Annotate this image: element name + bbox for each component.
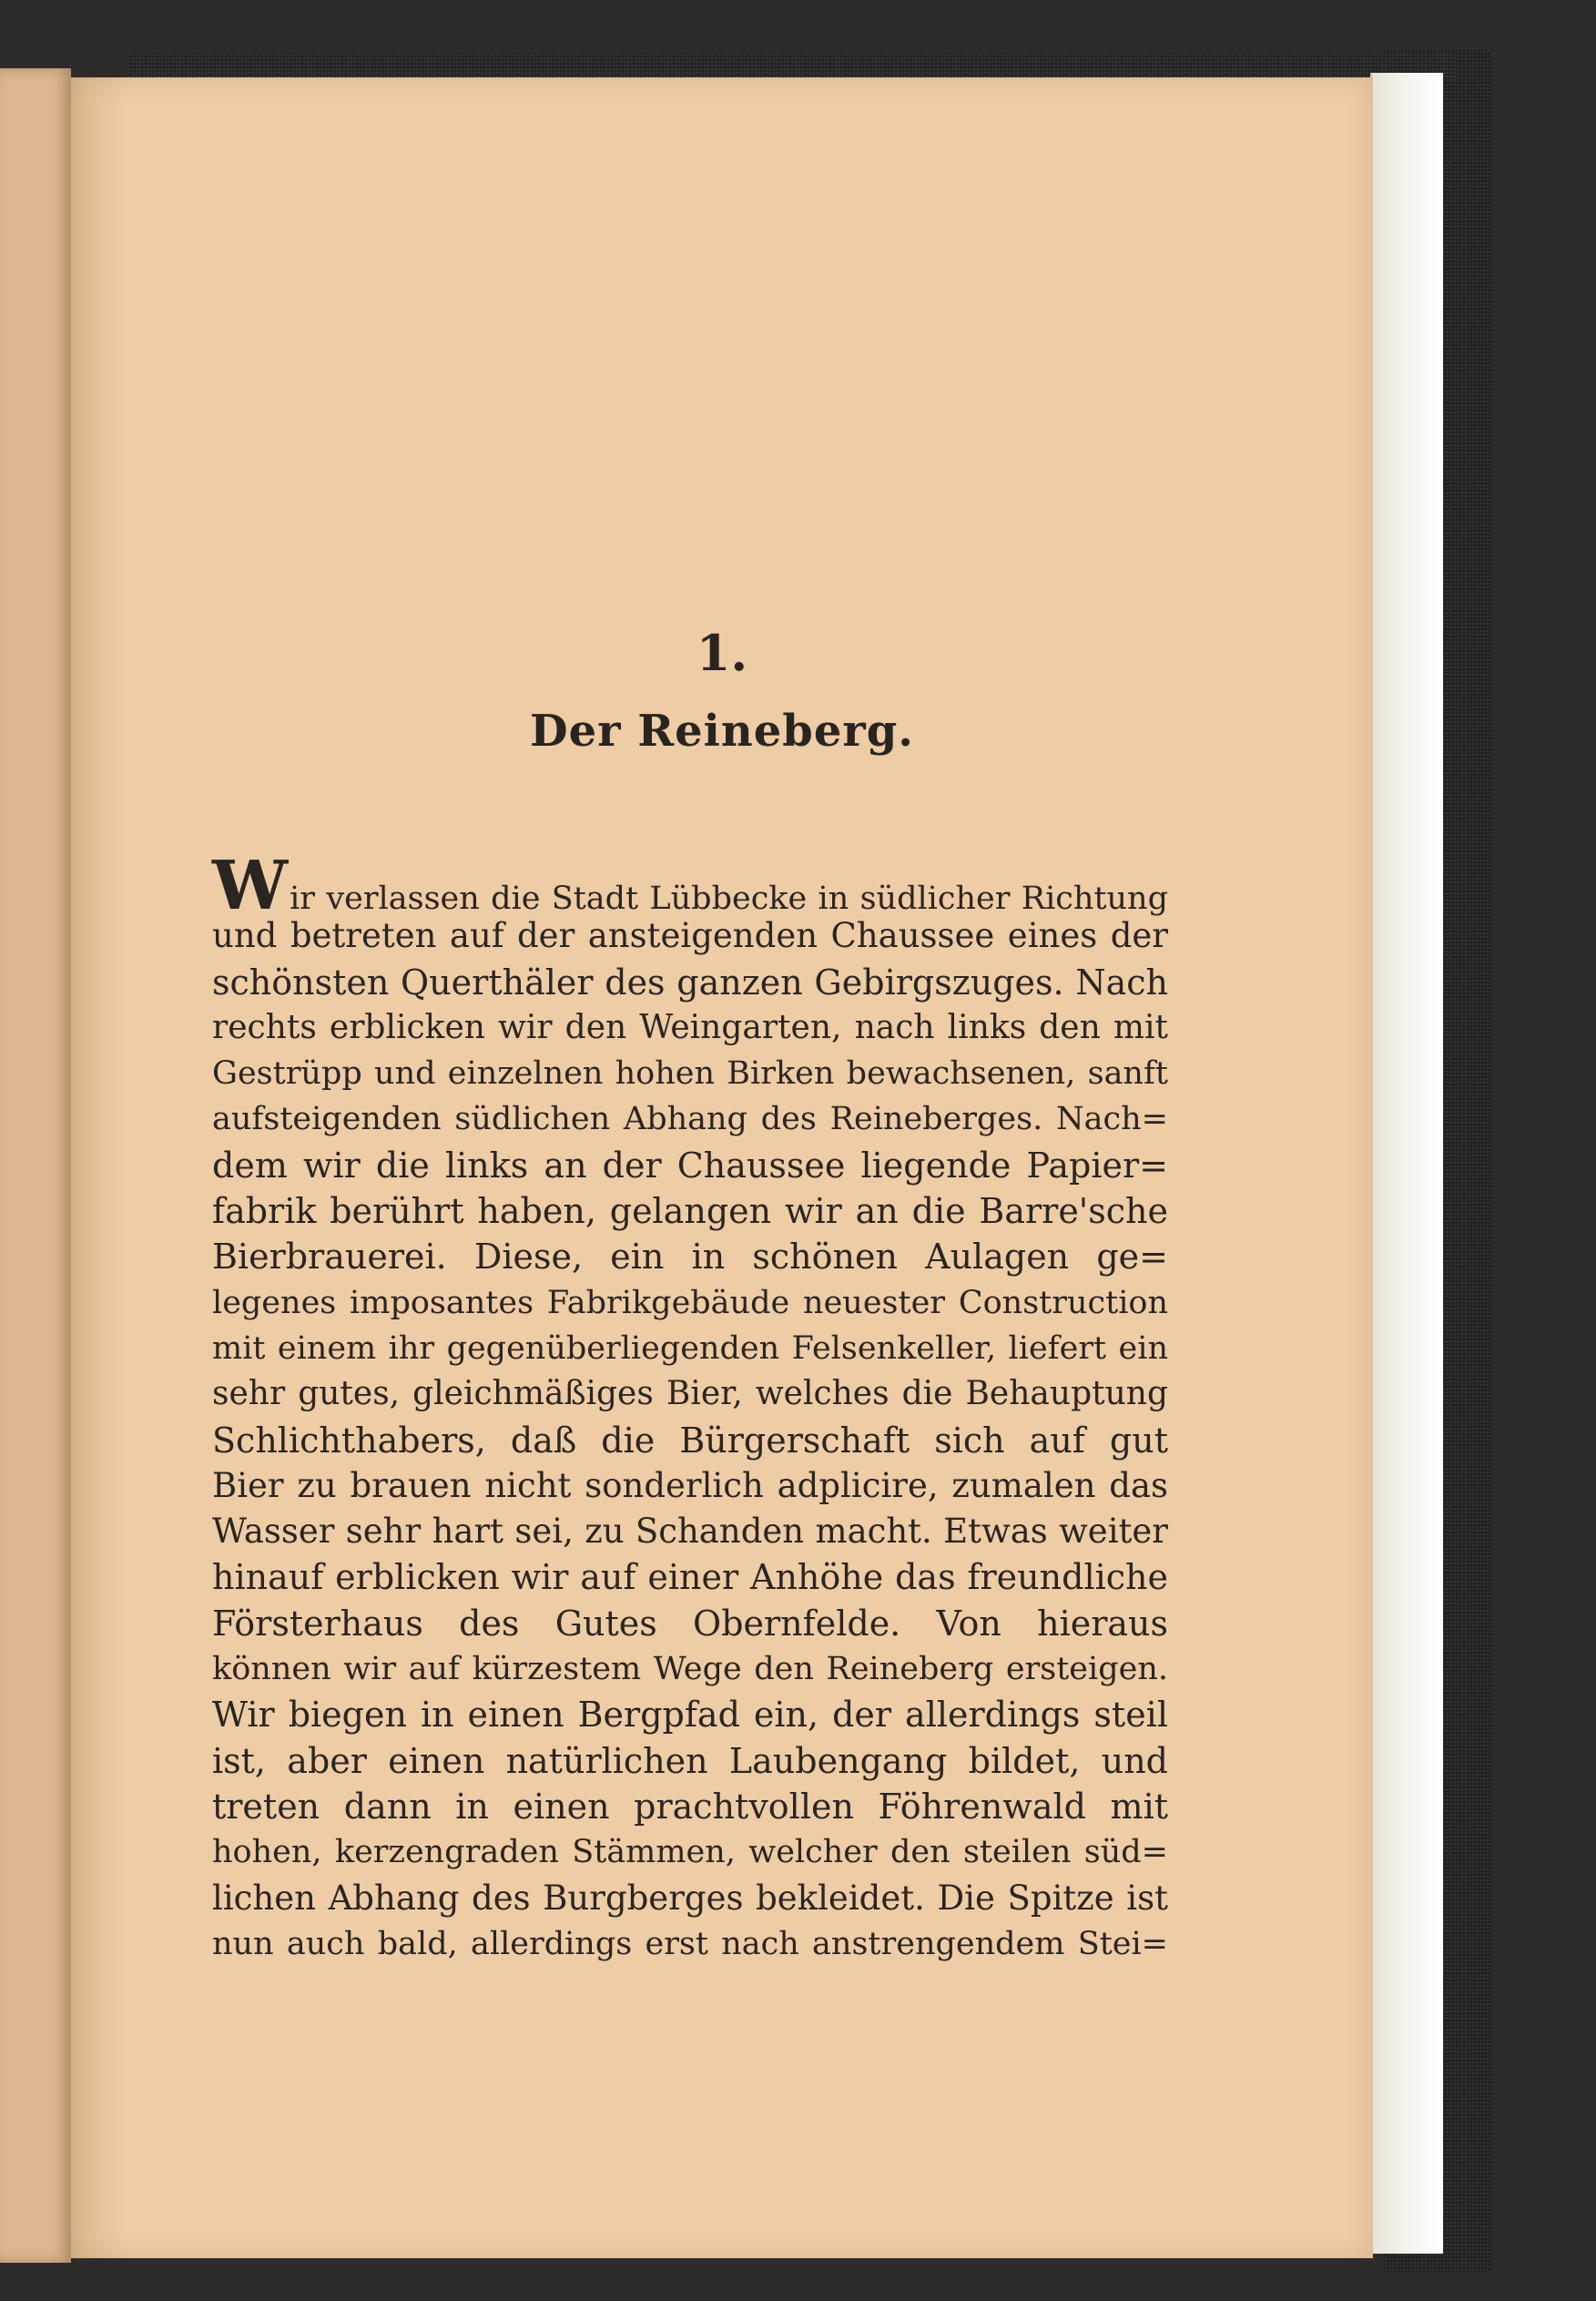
left-page [0,68,71,2263]
text-line: Bier zu brauen nicht sonderlich adplicire, zumalen das [212,1465,1168,1505]
text-line: Wasser sehr hart sei, zu Schanden macht. Etwas weiter [212,1512,1168,1552]
text-line: Försterhaus des Gutes Obernfelde. Von hieraus [212,1603,1168,1644]
text-line: hinauf erblicken wir auf einer Anhöhe das freundliche [212,1557,1168,1598]
text-line: Wir biegen in einen Bergpfad ein, der allerdings steil [212,1695,1168,1736]
text-line: hohen, kerzengraden Stämmen, welcher den steilen süd= [212,1834,1168,1871]
text-line: sehr gutes, gleichmäßiges Bier, welches die Behauptung [212,1375,1168,1413]
text-line: aufsteigenden südlichen Abhang des Reineberges. Nach= [212,1101,1168,1138]
text-line: schönsten Querthäler des ganzen Gebirgszuges. Nach [212,962,1168,1003]
text-line: Schlichthabers, daß die Bürgerschaft sich auf gut [212,1420,1168,1461]
text-line: Wir verlassen die Stadt Lübbecke in südlicher Richtung [212,847,1168,925]
text-line: dem wir die links an der Chaussee liegende Papier= [212,1145,1168,1186]
text-line: Bierbrauerei. Diese, ein in schönen Aulagen ge= [212,1237,1168,1278]
text-line: fabrik berührt haben, gelangen wir an die Barre'sche [212,1191,1168,1232]
chapter-title: Der Reineberg. [530,706,914,757]
text-line: nun auch bald, allerdings erst nach anstrengendem Stei= [212,1925,1168,1962]
text-line: rechts erblicken wir den Weingarten, nach links den mit [212,1008,1168,1046]
text-line: und betreten auf der ansteigenden Chaussee eines der [212,916,1168,956]
book-cover-top [127,53,1457,80]
right-page [71,77,1373,2258]
text-line: lichen Abhang des Burgberges bekleidet. Die Spitze ist [212,1878,1168,1918]
drop-cap: W [212,847,289,925]
text-line: treten dann in einen prachtvollen Föhrenwald mit [212,1786,1168,1827]
chapter-number: 1. [696,624,748,682]
text-line: legenes imposantes Fabrikgebäude neuester Construction [212,1284,1168,1321]
text-line: können wir auf kürzestem Wege den Reineberg ersteigen. [212,1651,1168,1688]
text-line: mit einem ihr gegenüberliegenden Felsenkeller, liefert ein [212,1329,1168,1367]
body-paragraph [212,847,1168,1967]
text-line: ist, aber einen natürlichen Laubengang bildet, und [212,1740,1168,1781]
text-line: Gestrüpp und einzelnen hohen Birken bewachsenen, sanft [212,1055,1168,1093]
page-stack-edge [1370,73,1443,2254]
